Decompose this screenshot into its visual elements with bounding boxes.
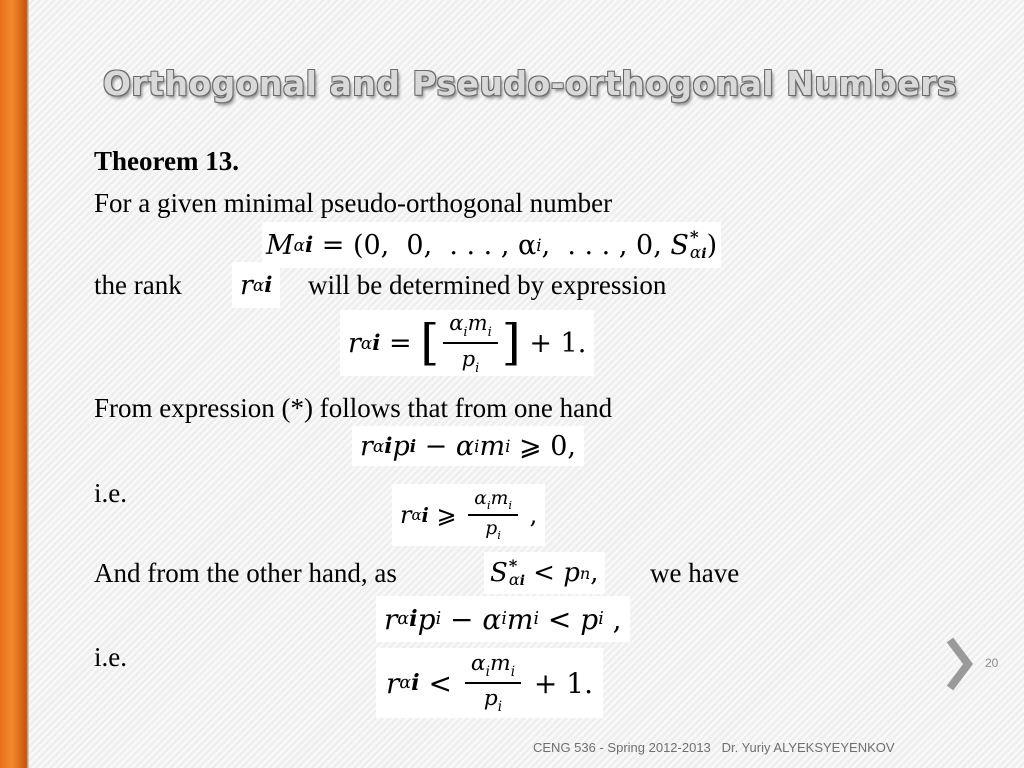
formula-M-S: S xyxy=(670,229,689,261)
formula-M xyxy=(262,222,721,268)
rank-eq-lhs-subsub: i xyxy=(372,330,381,356)
ineq2-r: r xyxy=(400,501,412,529)
rank-eq-right-bracket: ] xyxy=(501,314,521,371)
ineq3-p-sub: i xyxy=(435,609,442,629)
ineq3-p: p xyxy=(417,602,436,636)
ineq1-minus-alpha: − α xyxy=(416,430,475,462)
S-cond-tail: , xyxy=(590,558,599,588)
ineq1-alpha-sub: i xyxy=(474,436,480,456)
ineq1-m: m xyxy=(479,430,506,462)
slide-title: Orthogonal and Pseudo-orthogonal Numbers xyxy=(102,64,958,103)
ineq3-alpha-sub: i xyxy=(501,609,507,629)
rank-eq-left-bracket: [ xyxy=(420,314,440,371)
ineq2-num2: m xyxy=(490,487,509,509)
formula-M-body2: , . . . , 0, xyxy=(541,229,671,261)
ineq2-num2-sub: i xyxy=(508,498,513,512)
ineq2-r-subsub: i xyxy=(421,503,429,527)
formula-M-close: ) xyxy=(706,229,718,261)
ineq1-relation: ⩾ 0, xyxy=(510,430,577,462)
formula-r-inline-symbol: r xyxy=(240,269,253,301)
rank-eq-lhs-sub: α xyxy=(360,333,373,353)
ineq4-fraction xyxy=(465,651,521,715)
rank-eq-lhs: r xyxy=(348,327,361,359)
S-cond-p-sub: n xyxy=(579,563,591,583)
ineq2-fraction xyxy=(468,488,518,542)
ie-label-2: i.e. xyxy=(94,642,127,672)
rank-eq-tail: + 1. xyxy=(520,327,587,359)
rank-eq-fraction xyxy=(443,310,498,376)
formula-ineq3 xyxy=(376,596,630,642)
ineq3-r: r xyxy=(384,602,398,636)
given-line: For a given minimal pseudo-orthogonal number xyxy=(94,188,613,218)
ineq1-p: p xyxy=(392,430,410,462)
formula-M-S-sub: α xyxy=(689,241,702,262)
ineq4-num: α xyxy=(470,650,486,676)
accent-side-bar-edge xyxy=(26,0,29,768)
formula-M-S-subsub: i xyxy=(701,245,707,262)
chevron-right-icon[interactable] xyxy=(944,636,974,692)
formula-M-S-sup: * xyxy=(689,226,699,247)
ineq3-r-sub: α xyxy=(397,609,410,629)
S-cond-sub: α xyxy=(508,570,520,589)
formula-M-subsub: i xyxy=(304,232,314,258)
ineq2-num-sub: i xyxy=(486,498,491,512)
ineq3-minus-alpha: − α xyxy=(441,602,502,636)
formula-M-body: = (0, 0, . . . , α xyxy=(313,229,537,261)
S-cond-subsub: i xyxy=(519,573,525,589)
ineq3-r-subsub: i xyxy=(409,606,418,632)
formula-ineq1 xyxy=(352,426,584,466)
formula-r-inline xyxy=(232,262,280,308)
ineq2-den: p xyxy=(485,518,498,539)
formula-ineq4 xyxy=(376,648,603,718)
ineq4-den: p xyxy=(483,686,498,711)
S-cond-relation: < xyxy=(524,558,564,588)
ineq4-tail: + 1. xyxy=(525,666,593,700)
formula-M-sub: α xyxy=(293,235,305,255)
ineq3-p2: p xyxy=(580,602,599,636)
ineq3-m: m xyxy=(506,602,534,636)
ineq1-p-sub: i xyxy=(409,436,417,456)
S-cond-S: S xyxy=(490,558,508,588)
ineq4-r-sub: α xyxy=(399,673,412,693)
page-number: 20 xyxy=(985,656,999,670)
ineq1-r-subsub: i xyxy=(384,433,393,459)
from-expression-line: From expression (*) follows that from one hand xyxy=(94,393,613,423)
rank-suffix: will be determined by expression xyxy=(308,270,667,300)
formula-r-inline-sub: α xyxy=(252,275,265,295)
ineq3-relation: < xyxy=(539,602,581,636)
rank-eq-den-sub: i xyxy=(475,360,480,376)
ineq1-r-sub: α xyxy=(372,436,385,456)
ineq4-num2-sub: i xyxy=(510,664,516,680)
rank-eq-num2: m xyxy=(467,310,488,336)
rank-prefix: the rank xyxy=(94,270,182,300)
rank-eq-den: p xyxy=(461,346,476,371)
other-hand-prefix: And from the other hand, as xyxy=(94,558,397,588)
rank-eq-equals: = xyxy=(380,327,421,359)
formula-M-body-sub: i xyxy=(536,235,542,255)
ineq4-r: r xyxy=(386,666,400,700)
ineq2-relation: ⩾ xyxy=(428,501,465,529)
rank-eq-num: α xyxy=(449,310,464,336)
ineq4-r-subsub: i xyxy=(411,670,420,696)
ineq4-den-sub: i xyxy=(497,699,503,716)
other-hand-suffix: we have xyxy=(650,558,740,588)
ie-label-1: i.e. xyxy=(94,478,127,508)
ineq3-p2-sub: i xyxy=(598,609,604,629)
ineq2-r-sub: α xyxy=(411,506,422,524)
formula-M-symbol: M xyxy=(266,229,294,261)
formula-r-inline-subsub: i xyxy=(264,272,273,298)
ineq2-den-sub: i xyxy=(497,528,501,543)
ineq3-tail: , xyxy=(603,602,622,636)
ineq4-num2: m xyxy=(489,650,511,676)
footer-text: CENG 536 - Spring 2012-2013 Dr. Yuriy ALYEKSYEYENKOV xyxy=(533,740,895,755)
theorem-heading: Theorem 13. xyxy=(94,146,239,176)
formula-S-condition xyxy=(484,552,605,594)
ineq1-r: r xyxy=(360,430,373,462)
ineq3-m-sub: i xyxy=(533,609,539,629)
ineq2-num: α xyxy=(474,487,487,509)
accent-side-bar xyxy=(0,0,26,768)
rank-eq-num-sub: i xyxy=(463,325,468,340)
formula-ineq2 xyxy=(392,484,545,546)
ineq1-m-sub: i xyxy=(505,436,511,456)
ineq4-num-sub: i xyxy=(485,664,490,680)
S-cond-sup: * xyxy=(508,555,518,575)
ineq2-tail: , xyxy=(522,501,538,529)
S-cond-p: p xyxy=(563,558,580,588)
formula-rank-eq xyxy=(340,310,594,376)
rank-eq-num2-sub: i xyxy=(487,325,492,340)
ineq4-relation: < xyxy=(419,666,461,700)
